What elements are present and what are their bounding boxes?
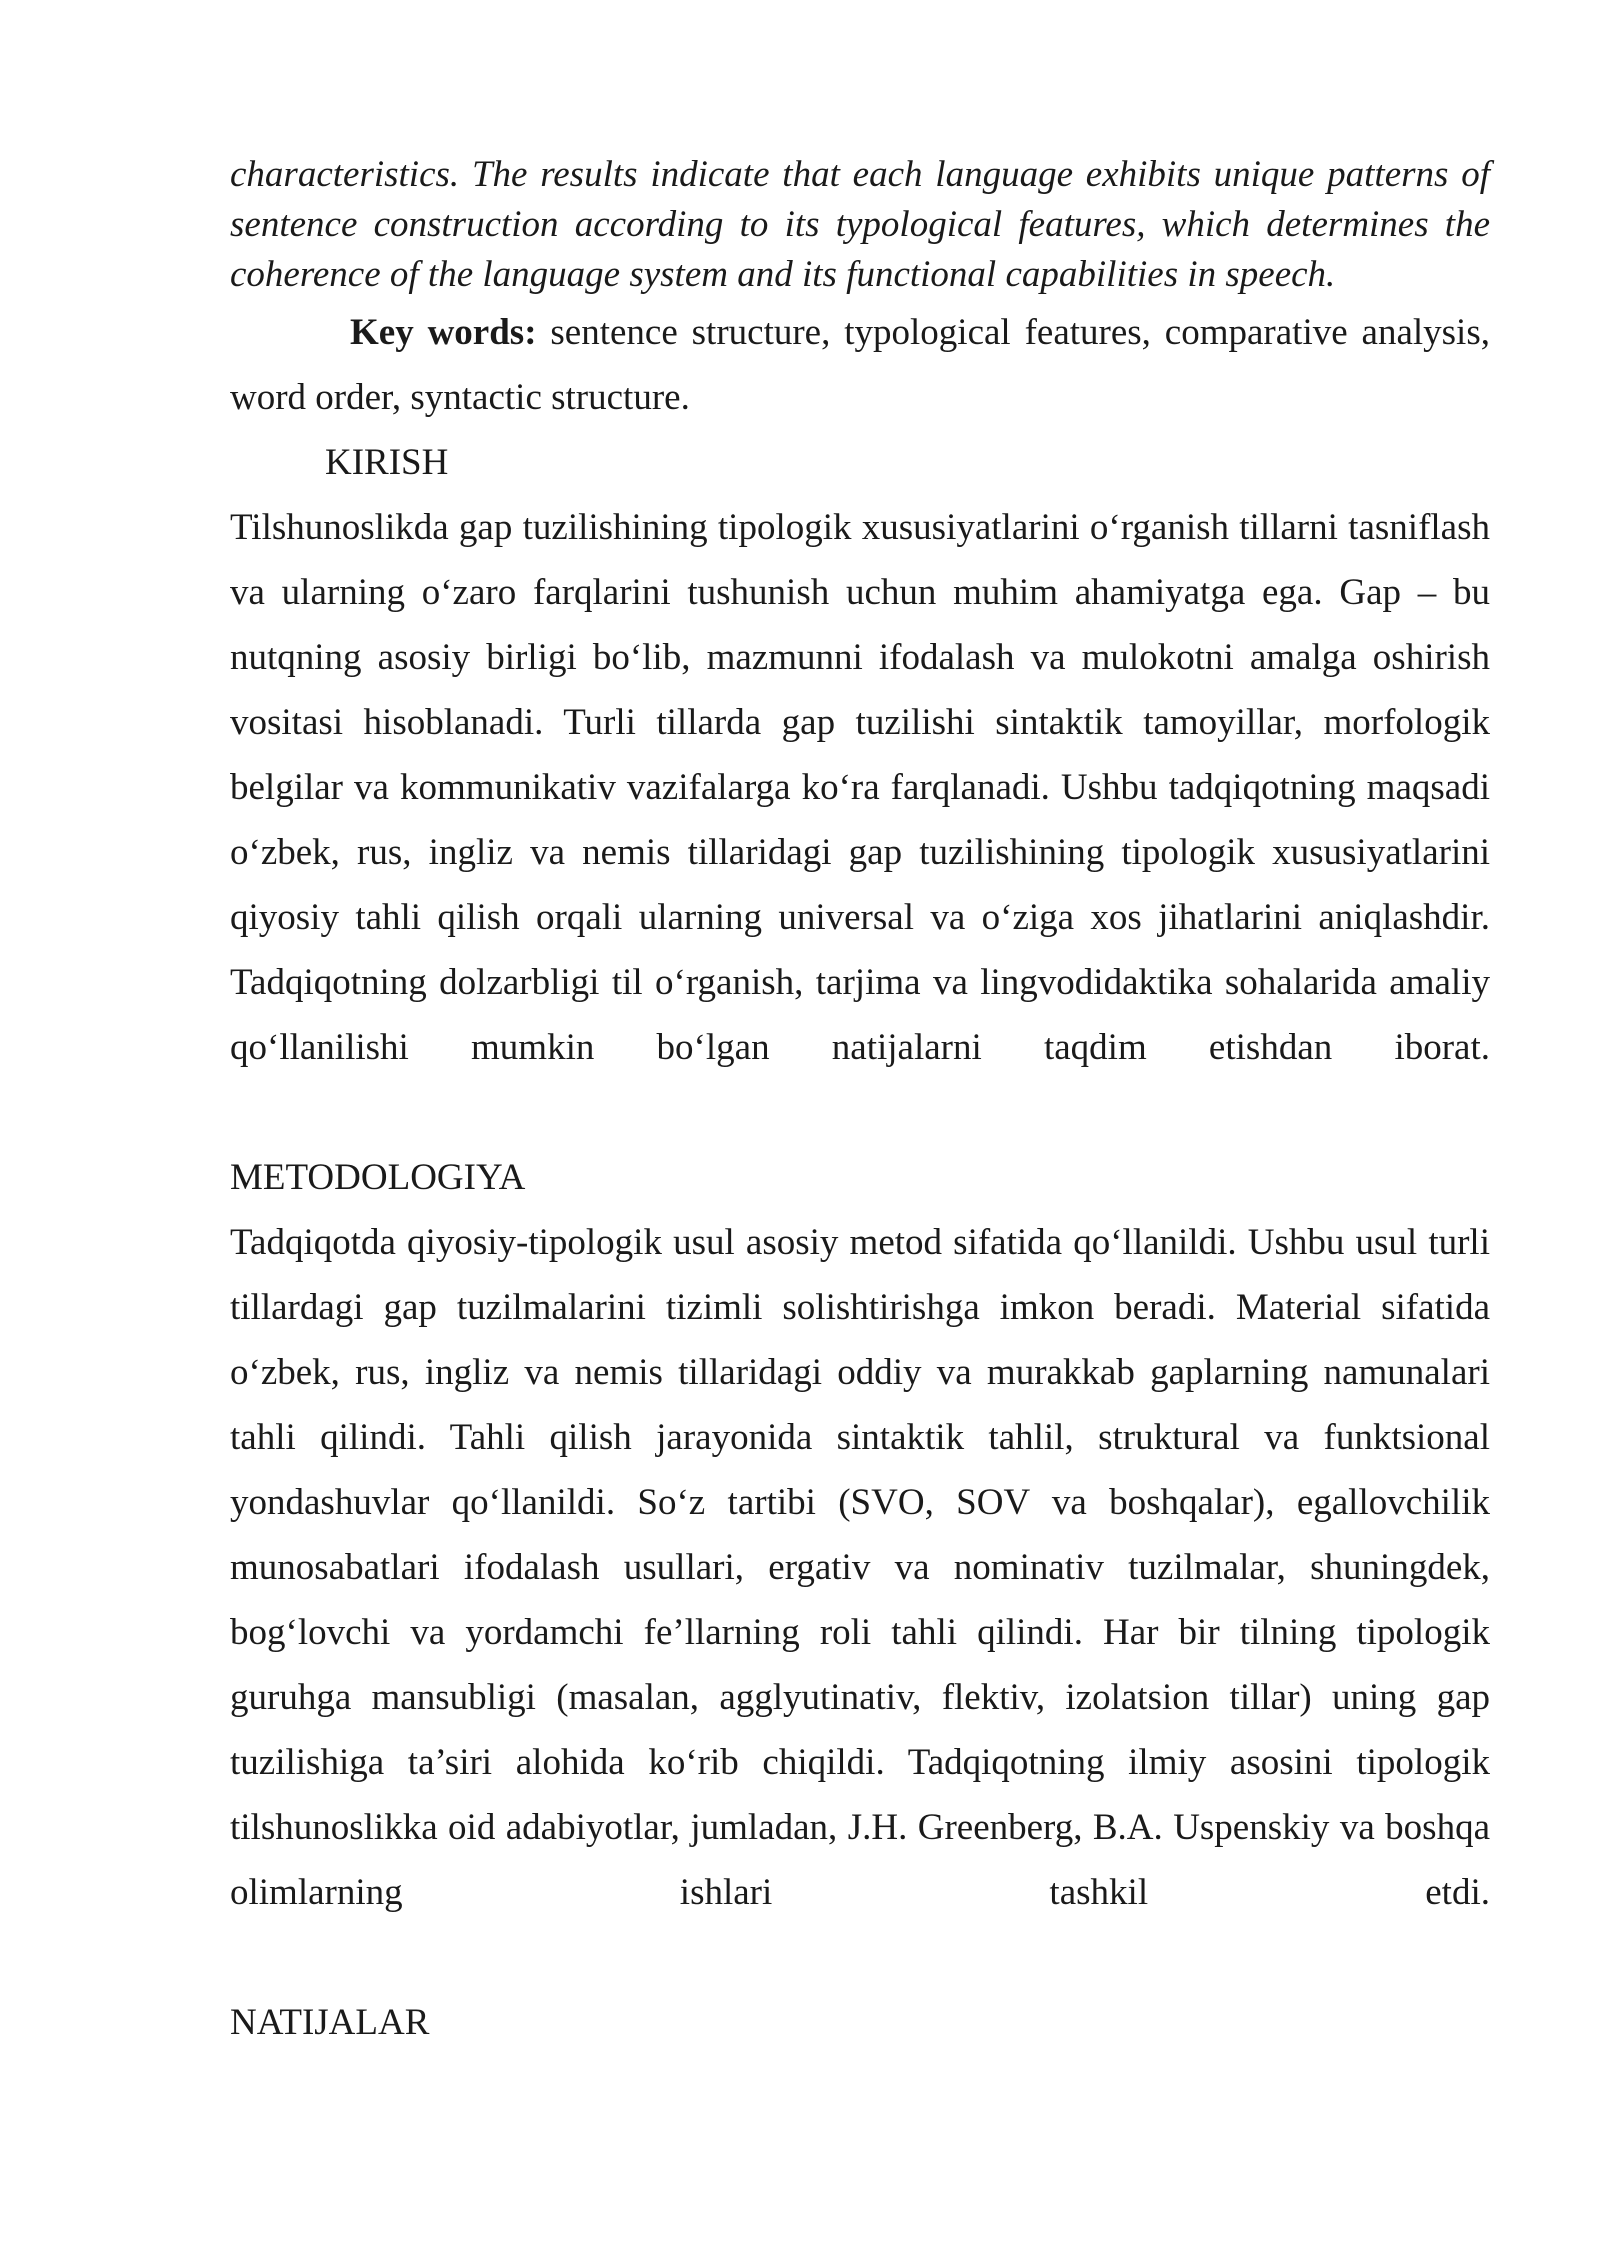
metodologiya-paragraph: Tadqiqotda qiyosiy-tipologik usul asosiy metod sifatida qo‘llanildi. Ushbu usul turli tillardagi gap tuzilmalarini tizimli solishtirishga imkon beradi. Material sifatida o‘zbek, rus, ingliz va nemis tillaridagi oddiy va murakkab gaplarning namunalari tahli qilindi. Tahli qilish jarayonida sintaktik tahlil, struktural va funktsional yondashuvlar qo‘llanildi. So‘z tartibi (SVO, SOV va boshqalar), egallovchilik munosabatlari ifodalash usullari, ergativ va nominativ tuzilmalar, shuningdek, bog‘lovchi va yordamchi fe’llarning roli tahli qilindi. Har bir tilning tipologik guruhga mansubligi (masalan, agglyutinativ, flektiv, izolatsion tillar) uning gap tuzilishiga ta’siri alohida ko‘rib chiqildi. Tadqiqotning ilmiy asosini tipologik tilshunoslikka oid adabiyotlar, jumladan, J.H. Greenberg, B.A. Uspenskiy va boshqa olimlarning ishlari tashkil etdi. [230,1222,1490,1913]
kirish-paragraph: Tilshunoslikda gap tuzilishining tipologik xususiyatlarini o‘rganish tillarni tasniflash va ularning o‘zaro farqlarini tushunish uchun muhim ahamiyatga ega. Gap – bu nutqning asosiy birligi bo‘lib, mazmunni ifodalash va mulokotni amalga oshirish vositasi hisoblanadi. Turli tillarda gap tuzilishi sintaktik tamoyillar, morfologik belgilar va kommunikativ vazifalarga ko‘ra farqlanadi. Ushbu tadqiqotning maqsadi o‘zbek, rus, ingliz va nemis tillaridagi gap tuzilishining tipologik xususiyatlarini qiyosiy tahli qilish orqali ularning universal va o‘ziga xos jihatlarini aniqlashdir. Tadqiqotning dolzarbligi til o‘rganish, tarjima va lingvodidaktika sohalarida amaliy qo‘llanilishi mumkin bo‘lgan natijalarni taqdim etishdan iborat. [230,507,1490,1068]
section-spacer [230,1925,1490,1990]
keywords-text: sentence structure, typological features, comparative analysis, word order, syntactic structure. [230,312,1490,418]
section-spacer [230,1080,1490,1145]
keywords-label: Key words: [350,312,537,353]
section-heading-metodologiya: METODOLOGIYA [230,1157,526,1198]
document-page [230,150,1490,2055]
abstract-tail-text: characteristics. The results indicate that each language exhibits unique patterns of sentence construction according to its typological features, which determines the coherence of the language system and its functional capabilities in speech. [230,154,1490,295]
section-heading-natijalar: NATIJALAR [230,2002,430,2043]
section-heading-kirish: KIRISH [325,442,449,483]
keywords-paragraph [230,300,1490,430]
